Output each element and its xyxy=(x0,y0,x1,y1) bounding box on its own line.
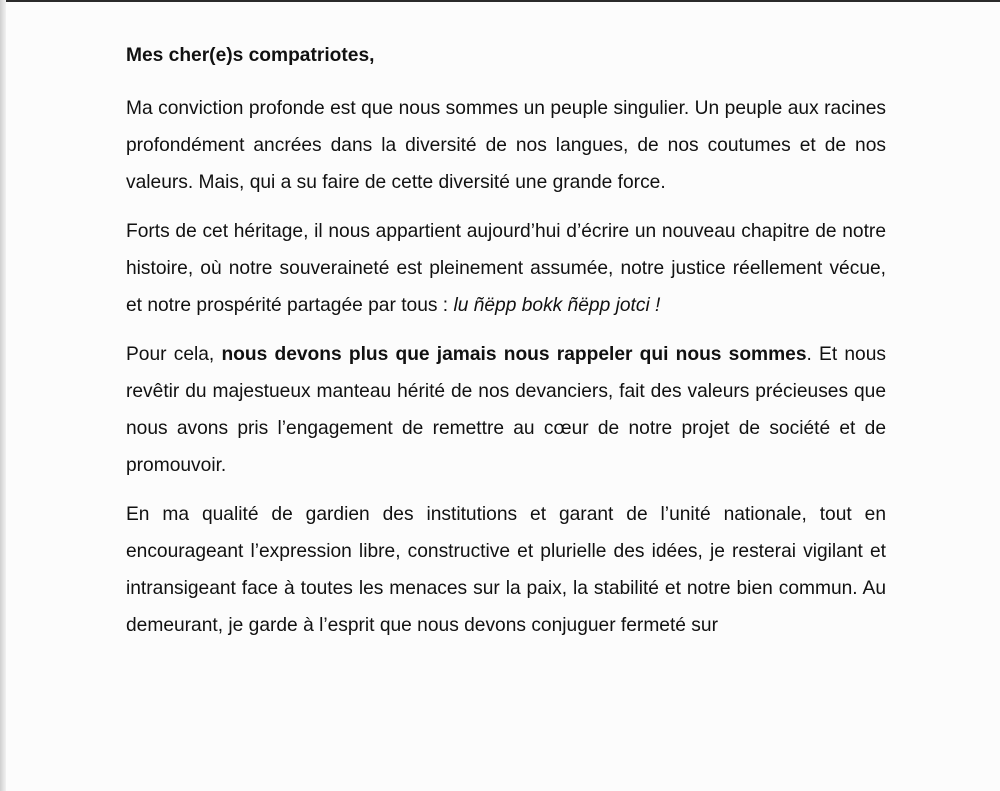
salutation-heading: Mes cher(e)s compatriotes, xyxy=(126,45,375,66)
document-page xyxy=(126,38,886,656)
top-border xyxy=(0,0,1000,2)
left-page-edge xyxy=(0,0,6,791)
paragraph-1-text: Ma conviction profonde est que nous sommes un peuple singulier. Un peuple aux racines profondément ancrées dans la diversité de nos langues, de nos coutumes et de nos valeurs. Mais, qui a su faire de cette diversité une grande force. xyxy=(126,98,886,193)
paragraph-1 xyxy=(126,90,886,201)
paragraph-2 xyxy=(126,213,886,324)
paragraph-3-emphasis: nous devons plus que jamais nous rappeler qui nous sommes xyxy=(221,344,807,365)
paragraph-4 xyxy=(126,496,886,644)
paragraph-3-rest: . Et nous revêtir du majestueux manteau hérité de nos devanciers, fait des valeurs précieuses que nous avons pris l’engagement de remettre au cœur de notre projet de société et de promouvoir. xyxy=(126,344,886,476)
paragraph-3 xyxy=(126,336,886,484)
paragraph-3-intro: Pour cela, xyxy=(126,344,222,365)
wolof-motto: lu ñëpp bokk ñëpp jotci ! xyxy=(453,295,661,316)
paragraph-4-text: En ma qualité de gardien des institutions et garant de l’unité nationale, tout en encourageant l’expression libre, constructive et plurielle des idées, je resterai vigilant et intransigeant face à toutes les menaces sur la paix, la stabilité et notre bien commun. Au demeurant, je garde à l’esprit que nous devons conjuguer fermeté sur xyxy=(126,504,886,636)
paragraph-2-text: Forts de cet héritage, il nous appartient aujourd’hui d’écrire un nouveau chapitre de notre histoire, où notre souveraineté est pleinement assumée, notre justice réellement vécue, et notre prospérité partagée par tous : xyxy=(126,221,886,316)
